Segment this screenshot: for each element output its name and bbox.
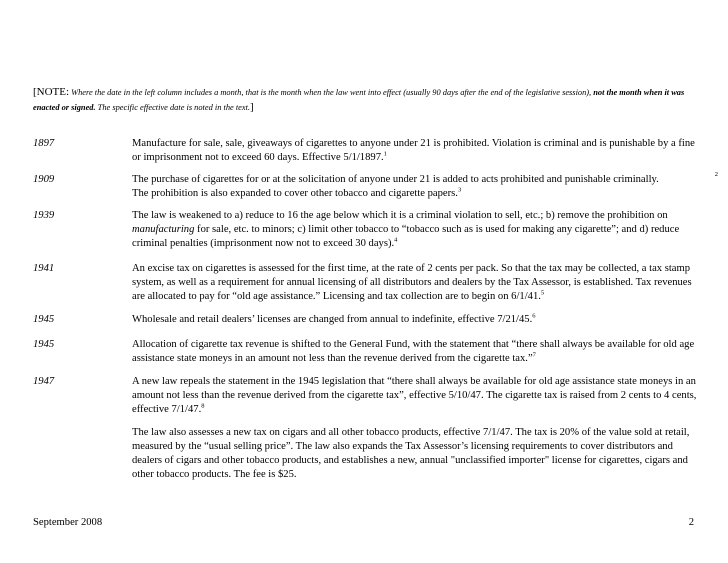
entry-text: Wholesale and retail dealers’ licenses are changed from annual to indefinite, effective 7/21/45.$^6$ bbox=[132, 312, 536, 325]
page-number: 2 bbox=[688, 517, 694, 528]
entry-text: Manufacture for sale, sale, giveaways of cigarettes to anyone under 21 is prohibited. Violation is criminal and is punishable by a fine or imprisonment not to exceed 60 days. Effective 5/1/1897.$^1$ bbox=[132, 138, 695, 163]
entry-text: A new law repeals the statement in the 1945 legislation that “there shall always be available for old age assistance state moneys in an amount not less than the revenue derived from the cigarette tax”, effective 5/10/47. The cigarette tax is raised from 2 cents to 4 cents, effective 7/1/47.$^8$ bbox=[132, 376, 697, 415]
footnote-ref: 1 bbox=[383, 150, 387, 158]
entry-year: 1945 bbox=[33, 314, 55, 325]
footnote-ref: 6 bbox=[532, 312, 536, 320]
entry-year: 1941 bbox=[33, 263, 55, 274]
entry-text: The law is weakened to a) reduce to 16 the age below which it is a criminal violation to sell, etc.; b) remove the prohibition on manufacturing for sale, etc. to minors; c) limit other tobacco to “tobacco such as is used for making any cigarette”; and d) reduce criminal penalties (imprisonment now not to exceed 30 days).$^4$ bbox=[132, 210, 680, 249]
entry-text: The purchase of cigarettes for or at the solicitation of anyone under 21 is added to acts prohibited and punishable criminally. 2 The prohibition is also expanded to cover other tobacco and cigarette papers.$^3$ bbox=[132, 173, 702, 201]
editorial-note bbox=[33, 85, 698, 115]
note-open: [NOTE: bbox=[33, 86, 70, 98]
entry-text: An excise tax on cigarettes is assessed for the first time, at the rate of 2 cents per pack. So that the tax may be collected, a tax stamp system, as well as a requirement for annual licensing of all distributors and dealers by the Tax Assessor, is established. Tax revenues are allocated to pay for “old age assistance.” Licensing and tax collection are to begin on 6/1/41.$^5$ bbox=[132, 263, 692, 302]
entry-year: 1947 bbox=[33, 376, 55, 387]
footnote-ref: 5 bbox=[540, 289, 545, 297]
entry-year: 1897 bbox=[33, 138, 55, 149]
footnote-ref: 3 bbox=[457, 186, 462, 194]
entry-year: 1939 bbox=[33, 210, 55, 221]
footnote-ref: 7 bbox=[532, 351, 536, 359]
entry-emphasis: manufacturing bbox=[132, 224, 195, 235]
note-close: ] bbox=[250, 101, 254, 113]
footnote-ref: 4 bbox=[394, 236, 398, 244]
footer-date: September 2008 bbox=[33, 517, 103, 528]
entry-year: 1909 bbox=[33, 174, 55, 185]
note-emphasis: not the month when it was enacted or signed. bbox=[33, 88, 685, 112]
footnote-ref: 2 bbox=[714, 171, 718, 178]
entry-text: The law also assesses a new tax on cigars and all other tobacco products, effective 7/1/47. The tax is 20% of the value sold at retail, measured by the “usual selling price”. The law also expands the Tax Assessor’s licensing requirements to cover distributors and dealers of cigars and other tobacco products, and establishes a new, annual "unclassified importer" license for cigarettes, cigars and other tobacco products. The fee is $25. bbox=[132, 427, 690, 480]
note-text: Where the date in the left column includes a month, that is the month when the law went into effect (usually 90 days after the end of the legislative session), bbox=[71, 88, 592, 97]
footnote-ref: 8 bbox=[201, 402, 205, 410]
entry-text: Allocation of cigarette tax revenue is shifted to the General Fund, with the statement that “there shall always be available for old age assistance state moneys in an amount not less than the revenue derived from the cigarette tax.”$^7$ bbox=[132, 339, 695, 364]
note-text-2: The specific effective date is noted in the text. bbox=[97, 103, 250, 112]
entry-year: 1945 bbox=[33, 339, 55, 350]
